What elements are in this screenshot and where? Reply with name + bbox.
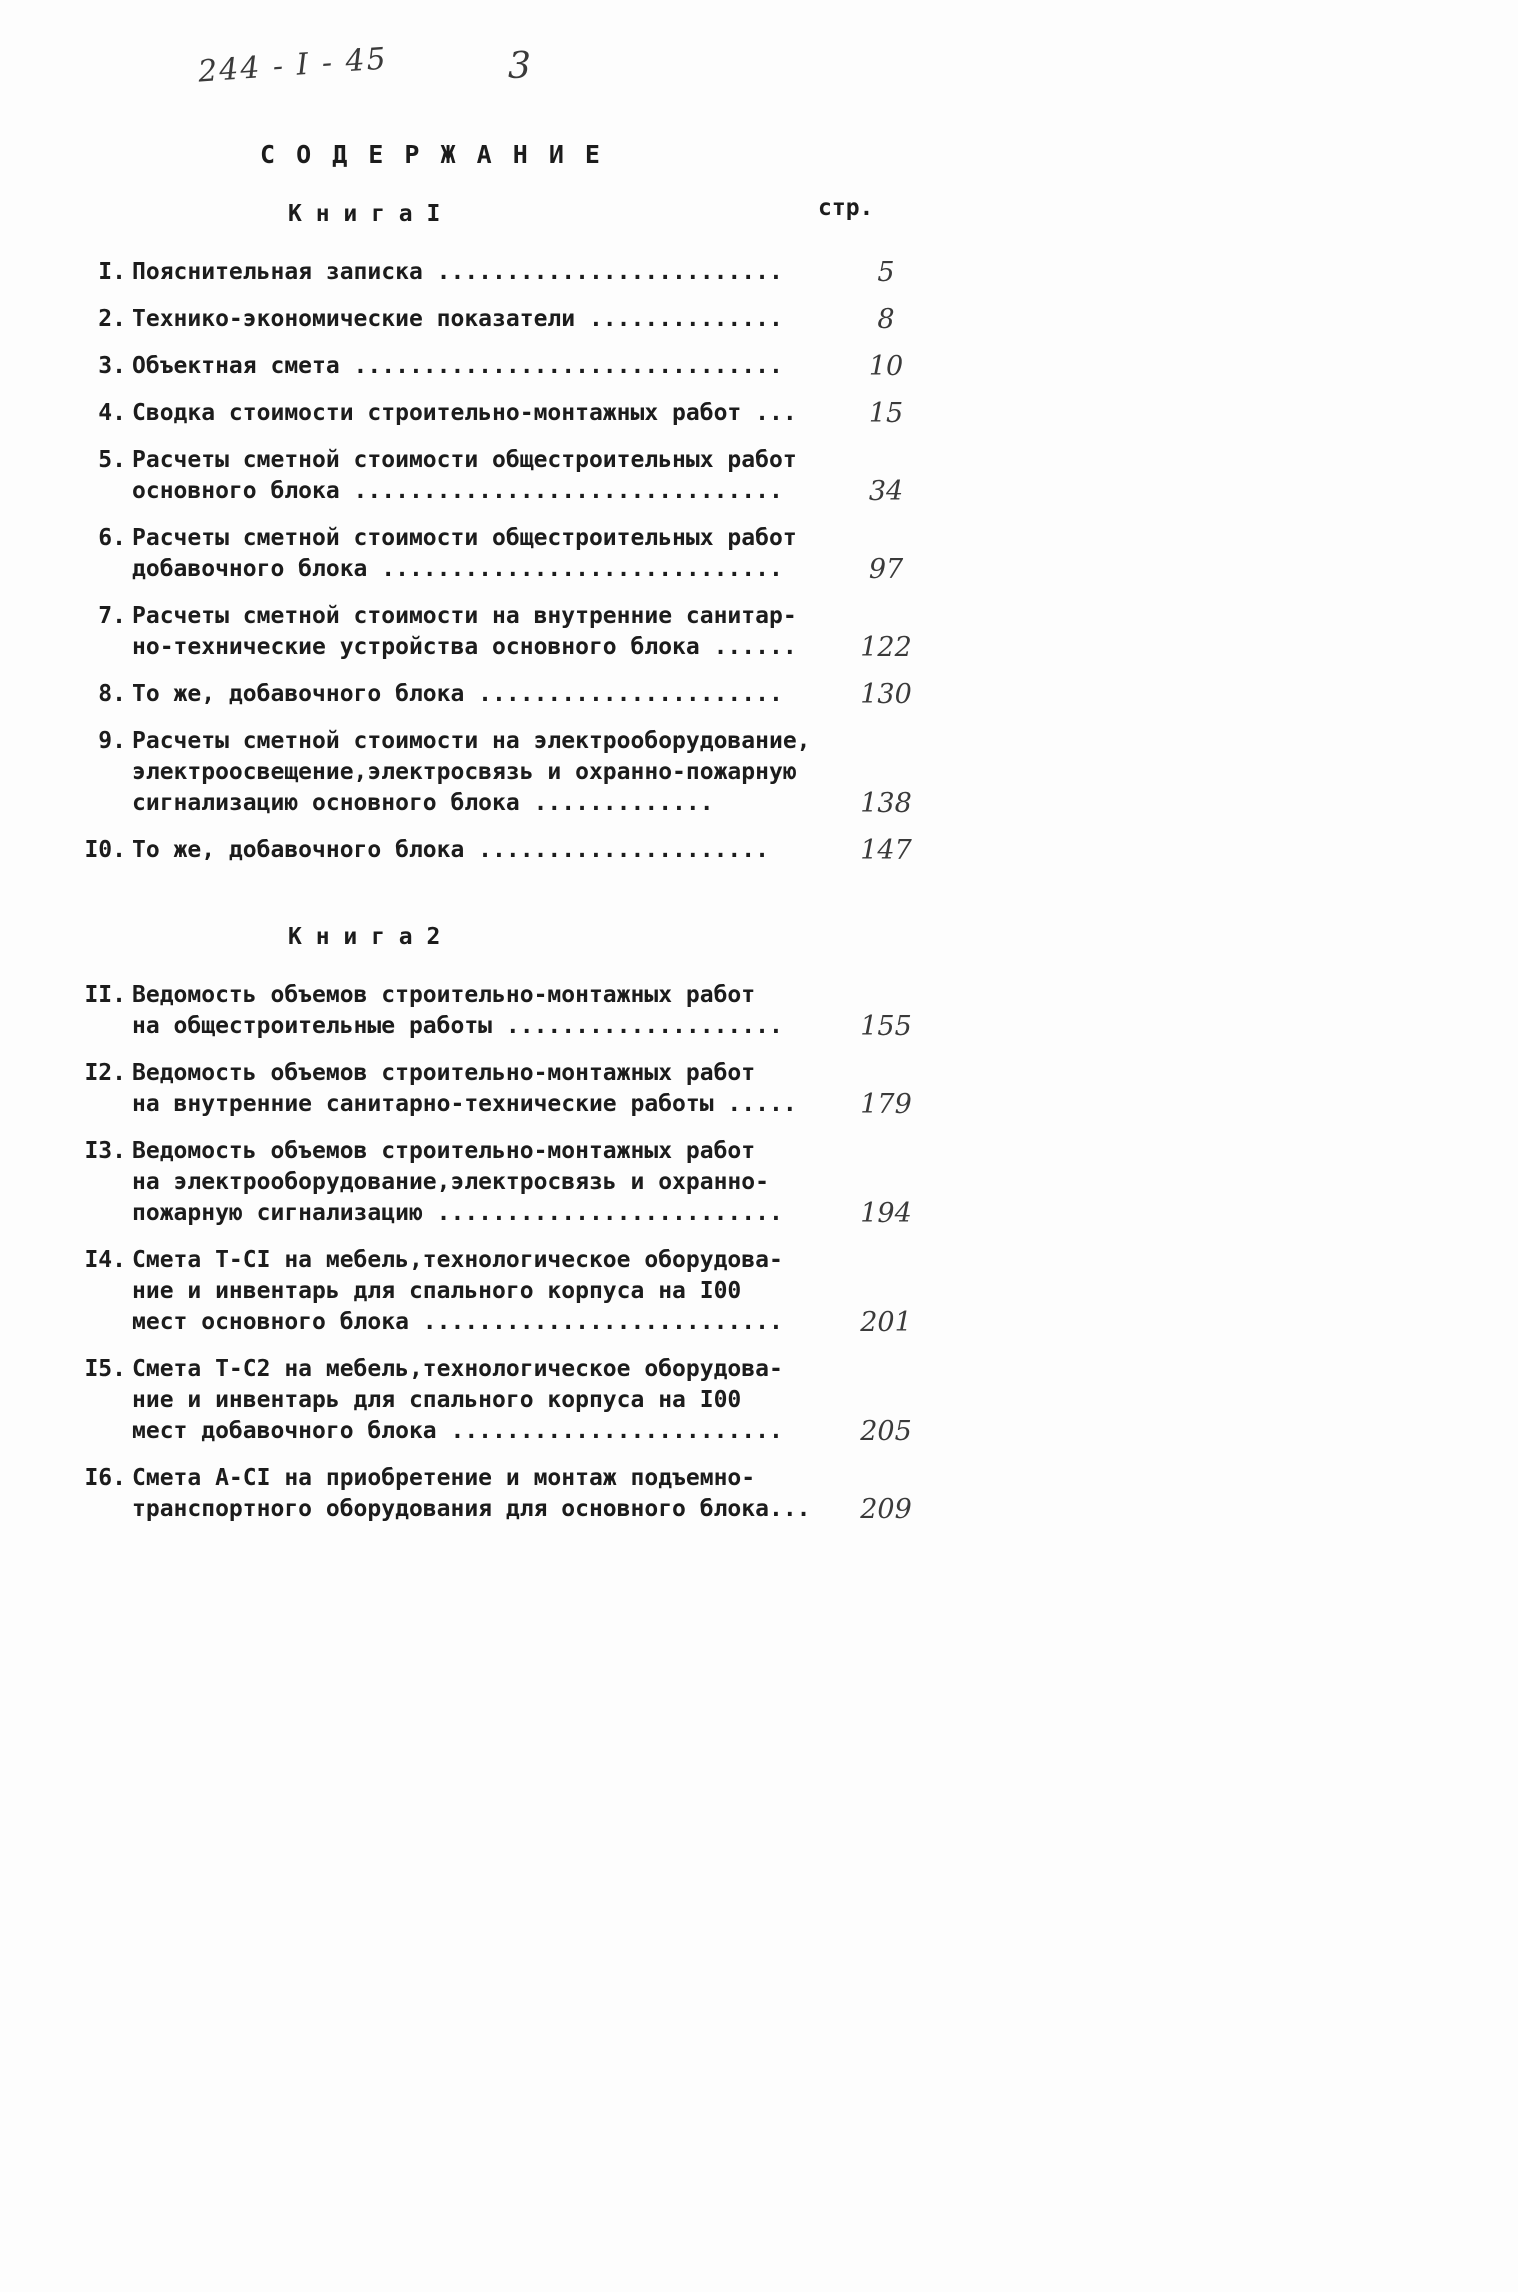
entry-title-line: Ведомость объемов строительно-монтажных работ <box>132 982 756 1008</box>
entry-number: 3. <box>98 353 126 379</box>
entry-title <box>132 726 822 819</box>
toc-entry <box>70 257 950 288</box>
toc-title: С О Д Е Р Ж А Н И Е <box>260 140 603 169</box>
entry-title-line: То же, добавочного блока ...................... <box>132 681 783 707</box>
entry-title <box>132 1463 822 1525</box>
entry-title-line: основного блока ............................... <box>132 478 783 504</box>
toc-entry <box>70 1354 950 1447</box>
entry-title <box>132 1058 822 1120</box>
entry-title-line: Расчеты сметной стоимости общестроительных работ <box>132 447 797 473</box>
book2-heading: К н и г а 2 <box>288 924 441 950</box>
entry-title <box>132 679 822 710</box>
entry-title <box>132 398 822 429</box>
toc-entry <box>70 679 950 710</box>
entry-title-line: Сводка стоимости строительно-монтажных работ ... <box>132 400 797 426</box>
entry-page-number: 205 <box>860 1416 912 1447</box>
toc-entry <box>70 980 950 1042</box>
entry-number: 7. <box>98 603 126 629</box>
entry-page-number: 5 <box>877 257 895 288</box>
entry-number: I3. <box>84 1138 126 1164</box>
entry-title-line: сигнализацию основного блока ............. <box>132 790 714 816</box>
toc-entry <box>70 1136 950 1229</box>
entry-title-line: Технико-экономические показатели .............. <box>132 306 783 332</box>
entry-title <box>132 980 822 1042</box>
entry-number: 5. <box>98 447 126 473</box>
entry-number: I4. <box>84 1247 126 1273</box>
toc-entry <box>70 835 950 866</box>
entry-page-number: 122 <box>860 632 912 663</box>
entry-title-line: мест основного блока .......................... <box>132 1309 783 1335</box>
entry-page-number: 201 <box>860 1307 912 1338</box>
entry-title-line: Ведомость объемов строительно-монтажных работ <box>132 1060 756 1086</box>
entry-number: I5. <box>84 1356 126 1382</box>
entry-title <box>132 1245 822 1338</box>
entry-title <box>132 304 822 335</box>
entry-page-number: 179 <box>860 1089 912 1120</box>
entry-number: 9. <box>98 728 126 754</box>
toc-entry <box>70 1463 950 1525</box>
entry-title <box>132 601 822 663</box>
entry-title-line: пожарную сигнализацию ......................... <box>132 1200 783 1226</box>
entry-page-number: 155 <box>860 1011 912 1042</box>
document-code-handwritten: 244 - I - 45 <box>197 41 389 90</box>
toc-entry <box>70 304 950 335</box>
entry-title <box>132 257 822 288</box>
entry-page-number: 34 <box>868 476 904 507</box>
entry-title <box>132 1354 822 1447</box>
entry-number: 6. <box>98 525 126 551</box>
entry-page-number: 147 <box>860 835 912 866</box>
toc-entry <box>70 445 950 507</box>
entry-page-number: 8 <box>877 304 895 335</box>
entry-title-line: Смета Т-С2 на мебель,технологическое оборудова- <box>132 1356 783 1382</box>
entry-title-line: на общестроительные работы .................... <box>132 1013 783 1039</box>
entry-title <box>132 835 822 866</box>
entry-title-line: Пояснительная записка ......................... <box>132 259 783 285</box>
page-column-label: стр. <box>818 195 874 221</box>
entry-title <box>132 445 822 507</box>
entry-page-number: 138 <box>860 788 912 819</box>
toc-entry <box>70 398 950 429</box>
entry-title-line: добавочного блока ............................. <box>132 556 783 582</box>
entry-title-line: на внутренние санитарно-технические работы ..... <box>132 1091 797 1117</box>
entry-title-line: мест добавочного блока ........................ <box>132 1418 783 1444</box>
page-number-top: 3 <box>508 46 531 87</box>
entry-page-number: 97 <box>868 554 904 585</box>
entry-title-line: Расчеты сметной стоимости общестроительных работ <box>132 525 797 551</box>
entry-page-number: 10 <box>868 351 904 382</box>
entry-number: I6. <box>84 1465 126 1491</box>
toc-entry <box>70 523 950 585</box>
entry-number: I. <box>98 259 126 285</box>
entry-number: 8. <box>98 681 126 707</box>
toc-entry <box>70 601 950 663</box>
book1-heading: К н и г а I <box>288 201 441 227</box>
entry-title-line: Ведомость объемов строительно-монтажных работ <box>132 1138 756 1164</box>
entry-number: 2. <box>98 306 126 332</box>
entry-page-number: 15 <box>868 398 904 429</box>
entry-title-line: Расчеты сметной стоимости на электрооборудование, <box>132 728 811 754</box>
entry-title <box>132 523 822 585</box>
entry-title-line: Смета А-СI на приобретение и монтаж подъемно- <box>132 1465 756 1491</box>
entry-number: I2. <box>84 1060 126 1086</box>
book1-entries <box>70 257 1518 866</box>
entry-title-line: ние и инвентарь для спального корпуса на I00 <box>132 1278 742 1304</box>
toc-entry <box>70 1245 950 1338</box>
entry-title <box>132 1136 822 1229</box>
entry-title-line: электроосвещение,электросвязь и охранно-пожарную <box>132 759 797 785</box>
entry-title-line: Расчеты сметной стоимости на внутренние санитар- <box>132 603 797 629</box>
book2-entries <box>70 980 1518 1525</box>
entry-title-line: То же, добавочного блока ..................... <box>132 837 769 863</box>
entry-number: I0. <box>84 837 126 863</box>
entry-title-line: но-технические устройства основного блока ...... <box>132 634 797 660</box>
book1-header <box>70 195 1518 233</box>
entry-title-line: на электрооборудование,электросвязь и охранно- <box>132 1169 769 1195</box>
entry-number: 4. <box>98 400 126 426</box>
entry-title-line: ние и инвентарь для спального корпуса на I00 <box>132 1387 742 1413</box>
entry-page-number: 209 <box>860 1494 912 1525</box>
entry-page-number: 130 <box>860 679 912 710</box>
toc-entry <box>70 1058 950 1120</box>
entry-number: II. <box>84 982 126 1008</box>
toc-entry <box>70 726 950 819</box>
entry-title-line: Смета Т-СI на мебель,технологическое оборудова- <box>132 1247 783 1273</box>
entry-title <box>132 351 822 382</box>
entry-title-line: Объектная смета ............................... <box>132 353 783 379</box>
book2-header <box>70 924 1518 950</box>
entry-page-number: 194 <box>860 1198 912 1229</box>
toc-entry <box>70 351 950 382</box>
entry-title-line: транспортного оборудования для основного блока... <box>132 1496 811 1522</box>
